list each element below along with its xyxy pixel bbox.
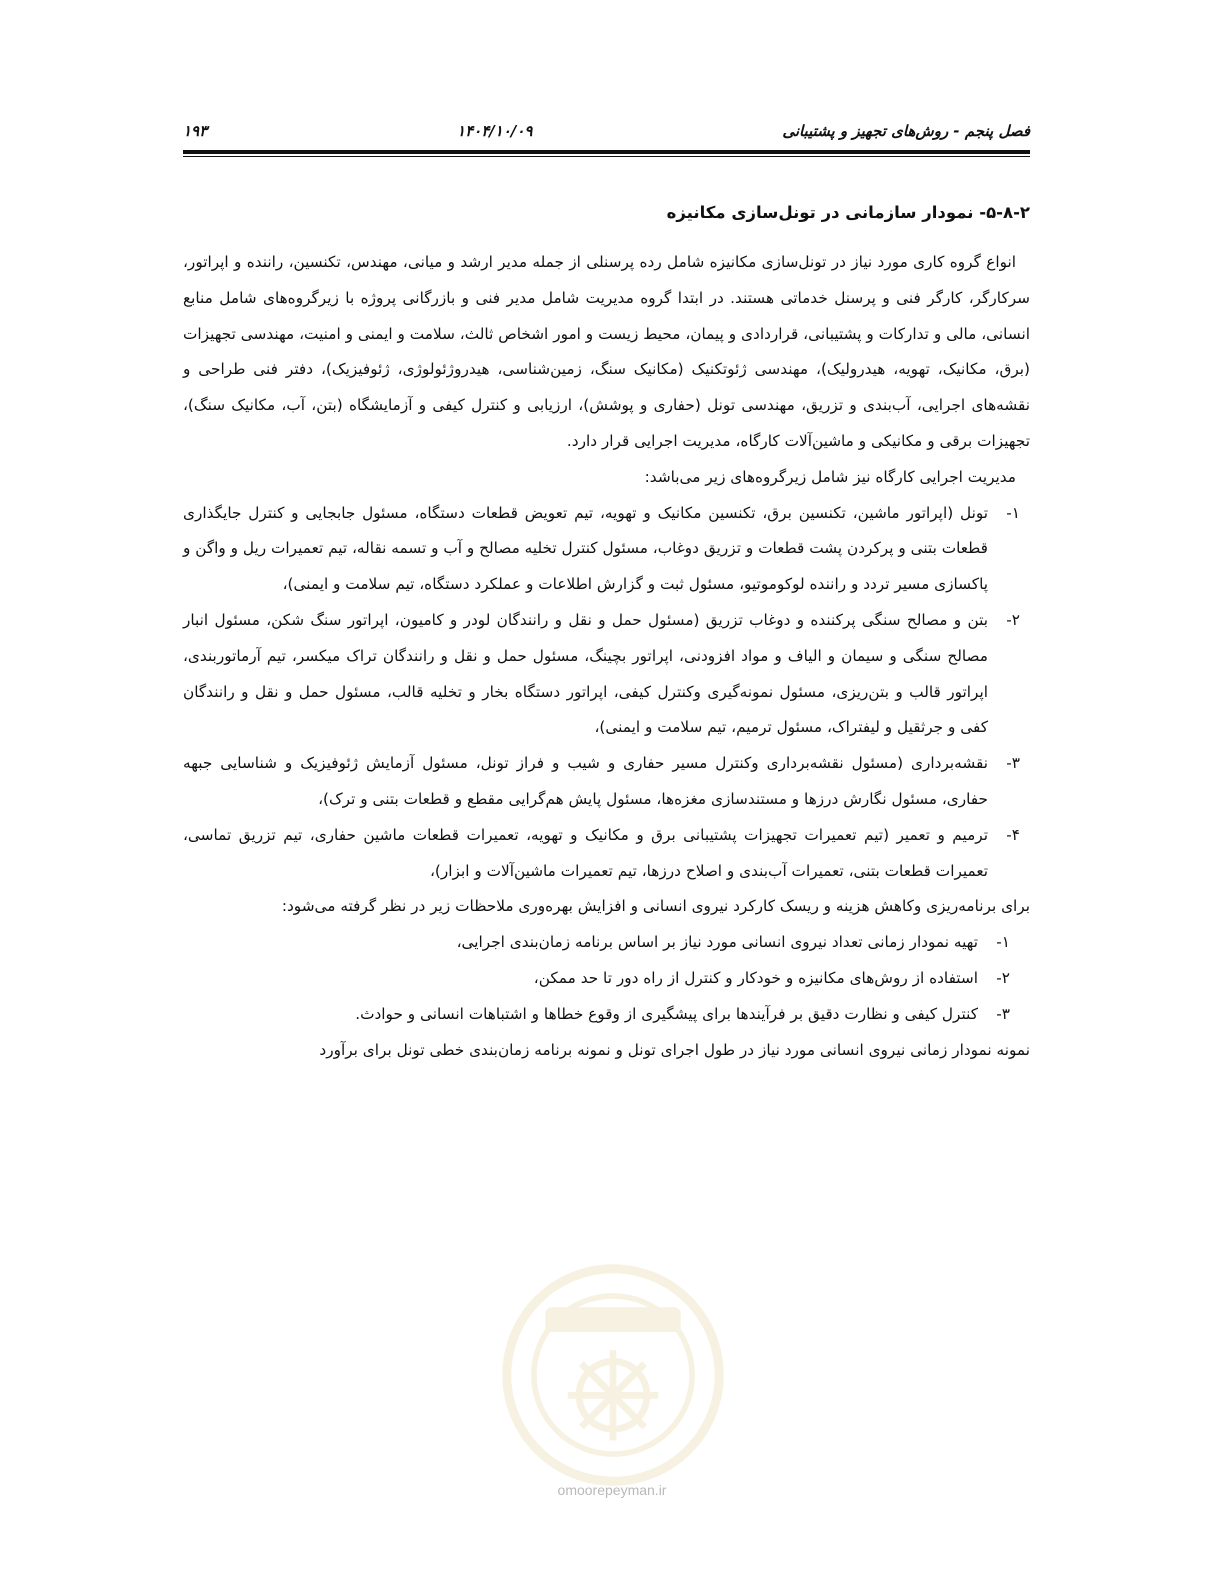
- chapter-title: فصل پنجم - روش‌های تجهیز و پشتیبانی: [782, 122, 1030, 140]
- subgroups-list: [183, 496, 1030, 890]
- page-number: ۱۹۳: [183, 122, 208, 140]
- list-item: [183, 961, 1020, 997]
- list-item-text: بتن و مصالح سنگی پرکننده و دوغاب تزریق (مسئول حمل و نقل و رانندگان لودر و کامیون، اپراتور سنگ شکن، مسئول انبار مصالح سنگی و سیمان و الیاف و مواد افزودنی، اپراتور بچینگ، مسئول حمل و نقل و رانندگان تراک میکسر، تیم آرماتوربندی، اپراتور قالب و بتن‌ریزی، مسئول نمونه‌گیری وکنترل کیفی، اپراتور دستگاه بخار و تخلیه قالب، مسئول حمل و نقل و رانندگان کفی و جرثقیل و لیفتراک، مسئول ترمیم، تیم سلامت و ایمنی)،: [183, 610, 988, 737]
- list-item-number: ۲-: [1006, 610, 1020, 629]
- watermark-band: [545, 1307, 681, 1332]
- planning-paragraph: برای برنامه‌ریزی وکاهش هزینه و ریسک کارکرد نیروی انسانی و افزایش بهره‌وری ملاحظات زیر در نظر گرفته می‌شود:: [281, 897, 1030, 916]
- page-header: [183, 118, 1030, 144]
- list-item-number: ۳-: [1006, 754, 1020, 773]
- list-item-number: ۱-: [996, 933, 1010, 952]
- list-item-number: ۲-: [996, 968, 1010, 987]
- list-item-text: ترمیم و تعمیر (تیم تعمیرات تجهیزات پشتیبانی برق و مکانیک و تهویه، تعمیرات قطعات ماشین حفاری، تیم تزریق تماسی، تعمیرات قطعات بتنی، تعمیرات آب‌بندی و اصلاح درزها، تیم تعمیرات ماشین‌آلات و ابزار)،: [183, 825, 988, 880]
- closing-paragraph: نمونه نمودار زمانی نیروی انسانی مورد نیاز در طول اجرای تونل و نمونه برنامه زمان‌بندی خطی تونل برای برآورد: [319, 1040, 1030, 1059]
- header-divider: [183, 150, 1030, 157]
- list-item: [183, 818, 1030, 890]
- list-item-text: استفاده از روش‌های مکانیزه و خودکار و کنترل از راه دور تا حد ممکن،: [533, 968, 978, 987]
- header-date: ۱۴۰۴/۱۰/۰۹: [457, 122, 533, 140]
- list-item-number: ۳-: [996, 1004, 1010, 1023]
- list-item: [183, 997, 1020, 1033]
- watermark-url: omoorepeyman.ir: [557, 1482, 667, 1498]
- list-item-text: تهیه نمودار زمانی تعداد نیروی انسانی مورد نیاز بر اساس برنامه زمان‌بندی اجرایی،: [456, 933, 978, 952]
- list-item: [183, 603, 1030, 746]
- watermark-logo: [500, 1262, 726, 1488]
- watermark-gear-icon: [568, 1350, 658, 1440]
- list-item-number: ۴-: [1006, 825, 1020, 844]
- document-page: [183, 118, 1030, 1068]
- list-item: [183, 746, 1030, 818]
- intro-paragraph: انواع گروه کاری مورد نیاز در تونل‌سازی مکانیزه شامل رده پرسنلی از جمله مدیر ارشد و میانی، مهندس، تکنسین، راننده و اپراتور، سرکارگر، کارگر فنی و پرسنل خدماتی هستند. در ابتدا گروه مدیریت شامل مدیر فنی و بازرگانی پروژه با زیرگروه‌های شامل منابع انسانی، مالی و تدارکات و پشتیبانی، قراردادی و پیمان، محیط زیست و امور اشخاص ثالث، سلامت و ایمنی و امنیت، مهندسی تجهیزات (برق، مکانیک، تهویه، هیدرولیک)، مهندسی ژئوتکنیک (مکانیک سنگ، زمین‌شناسی، هیدروژئولوژی، ژئوفیزیک)، دفتر فنی طراحی و نقشه‌های اجرایی، آب‌بندی و تزریق، مهندسی تونل (حفاری و پوشش)، ارزیابی و کنترل کیفی و آزمایشگاه (بتن، آب، مکانیک سنگ)، تجهیزات برقی و مکانیکی و ماشین‌آلات کارگاه، مدیریت اجرایی قرار دارد.: [183, 253, 1030, 450]
- considerations-list: [183, 925, 1030, 1032]
- list-item-text: کنترل کیفی و نظارت دقیق بر فرآیندها برای پیشگیری از وقوع خطاها و اشتباهات انسانی و حوادث.: [355, 1004, 978, 1023]
- list-item: [183, 925, 1020, 961]
- list-item-text: تونل (اپراتور ماشین، تکنسین برق، تکنسین مکانیک و تهویه، تیم تعویض قطعات دستگاه، مسئول جابجایی و کنترل جایگذاری قطعات بتنی و پرکردن پشت قطعات و تزریق دوغاب، مسئول کنترل تخلیه مصالح و آب و تسمه نقاله، تیم تعمیرات ریل و واگن و پاکسازی مسیر تردد و راننده لوکوموتیو، مسئول ثبت و گزارش اطلاعات و عملکرد دستگاه، تیم سلامت و ایمنی)،: [183, 503, 988, 594]
- list-item-number: ۱-: [1006, 503, 1020, 522]
- list-item-text: نقشه‌برداری (مسئول نقشه‌برداری وکنترل مسیر حفاری و شیب و فراز تونل، مسئول آزمایش ژئوفیزیک و شناسایی جبهه حفاری، مسئول نگارش درزها و مستندسازی مغزه‌ها، مسئول پایش هم‌گرایی مقطع و قطعات بتنی و ترک)،: [183, 754, 988, 808]
- subgroups-intro: مدیریت اجرایی کارگاه نیز شامل زیرگروه‌های زیر می‌باشد:: [644, 467, 1016, 486]
- list-item: [183, 496, 1030, 603]
- section-title: ۵-۸-۲- نمودار سازمانی در تونل‌سازی مکانیزه: [666, 203, 1030, 222]
